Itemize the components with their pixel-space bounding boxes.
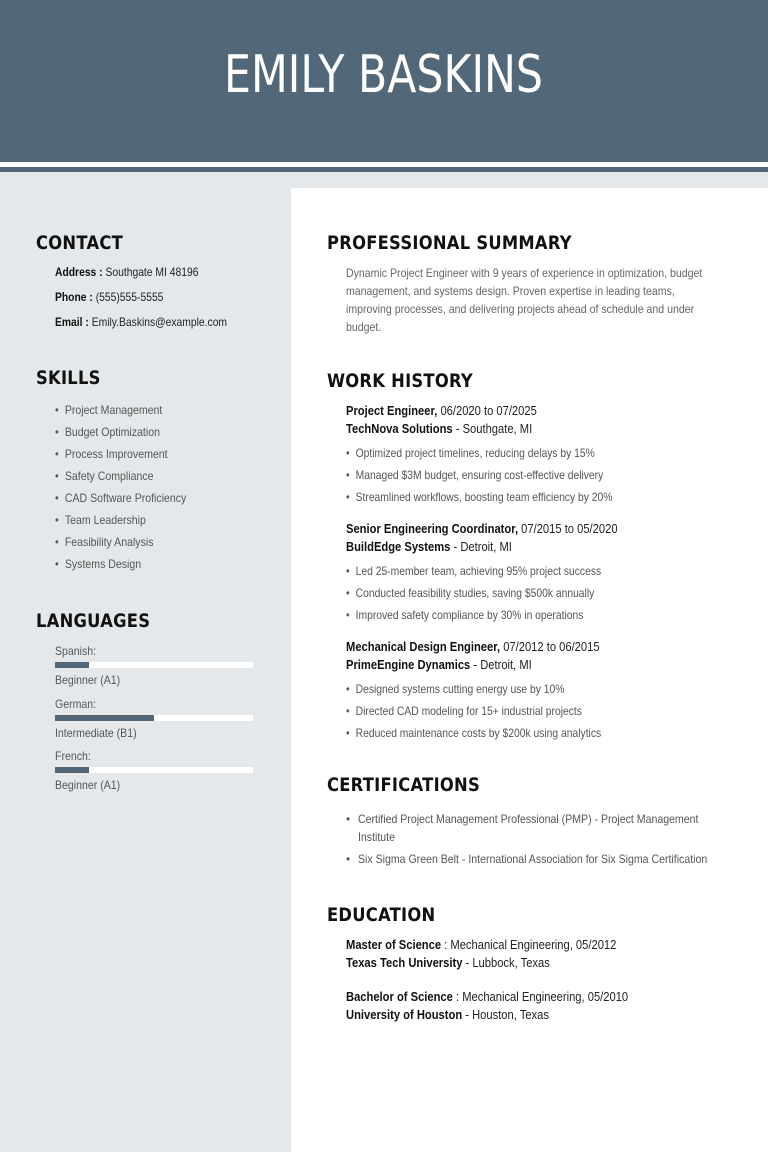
job-title: Senior Engineering Coordinator,: [346, 521, 519, 536]
job-dates: 07/2012 to 06/2015: [500, 639, 600, 654]
school: Texas Tech University: [346, 955, 463, 970]
degree-field: : Mechanical Engineering, 05/2010: [452, 989, 629, 1004]
language-spanish: [55, 644, 253, 687]
job-location: - Detroit, MI: [450, 539, 512, 554]
email-value: Emily.Baskins@example.com: [91, 315, 228, 329]
language-level: Intermediate (B1): [55, 726, 137, 740]
job-title-line: [346, 638, 690, 656]
phone-value: (555)555-5555: [95, 290, 164, 304]
list-item: • Team Leadership: [55, 513, 186, 535]
job-company: BuildEdge Systems: [346, 539, 451, 554]
school-location: - Houston, Texas: [462, 1007, 549, 1022]
proficiency-bar: [55, 767, 253, 773]
list-item: [346, 850, 746, 868]
degree: Bachelor of Science: [346, 989, 453, 1004]
certifications-list: [346, 810, 746, 872]
contact-phone: [55, 290, 163, 304]
list-item: • Optimized project timelines, reducing delays by 15%: [346, 442, 690, 464]
list-item: • Improved safety compliance by 30% in operations: [346, 604, 690, 626]
list-item: • Project Management: [55, 403, 186, 425]
cert-line: • Certified Project Management Professional (PMP) - Project Management: [358, 812, 699, 826]
list-item: • Budget Optimization: [55, 425, 186, 447]
degree: Master of Science: [346, 937, 442, 952]
proficiency-fill: [55, 715, 154, 721]
education-heading: EDUCATION: [327, 904, 436, 926]
job-title: Mechanical Design Engineer,: [346, 639, 501, 654]
job-title-line: [346, 402, 690, 420]
summary-line: Dynamic Project Engineer with 9 years of experience in optimization, budget: [346, 266, 703, 280]
job-bullets: [346, 678, 746, 744]
address-label: Address :: [55, 265, 103, 279]
list-item: • Managed $3M budget, ensuring cost-effective delivery: [346, 464, 690, 486]
header-band: [0, 172, 768, 188]
school-line: [346, 1006, 690, 1024]
job-entry: [346, 638, 746, 744]
education-entry: [346, 936, 746, 972]
job-title: Project Engineer,: [346, 403, 438, 418]
summary-heading: PROFESSIONAL SUMMARY: [327, 232, 572, 254]
skills-heading: SKILLS: [36, 367, 101, 389]
language-name: French:: [55, 749, 91, 763]
contact-email: [55, 315, 227, 329]
proficiency-bar: [55, 662, 253, 668]
job-location: - Southgate, MI: [452, 421, 533, 436]
degree-line: [346, 936, 690, 954]
skills-list: [55, 403, 204, 579]
summary-line: budget.: [346, 320, 382, 334]
language-french: [55, 749, 253, 792]
cert-line: • Six Sigma Green Belt - International Association for Six Sigma Certification: [358, 852, 708, 866]
address-value: Southgate MI 48196: [105, 265, 199, 279]
list-item: • CAD Software Proficiency: [55, 491, 186, 513]
job-bullets: [346, 442, 746, 508]
job-company: PrimeEngine Dynamics: [346, 657, 471, 672]
school-line: [346, 954, 690, 972]
list-item: • Streamlined workflows, boosting team efficiency by 20%: [346, 486, 690, 508]
job-location: - Detroit, MI: [470, 657, 532, 672]
job-company: TechNova Solutions: [346, 421, 453, 436]
proficiency-fill: [55, 767, 89, 773]
job-bullets: [346, 560, 746, 626]
email-label: Email :: [55, 315, 89, 329]
education-entry: [346, 988, 746, 1024]
work-history-heading: WORK HISTORY: [327, 370, 474, 392]
list-item: • Reduced maintenance costs by $200k using analytics: [346, 722, 690, 744]
job-dates: 06/2020 to 07/2025: [437, 403, 537, 418]
summary-line: management, and systems design. Proven expertise in leading teams,: [346, 284, 675, 298]
job-entry: [346, 520, 746, 626]
candidate-name: EMILY BASKINS: [224, 45, 544, 105]
certifications-heading: CERTIFICATIONS: [327, 774, 481, 796]
summary-text: [346, 264, 746, 336]
language-name: German:: [55, 697, 97, 711]
language-name: Spanish:: [55, 644, 97, 658]
list-item: • Process Improvement: [55, 447, 186, 469]
job-dates: 07/2015 to 05/2020: [518, 521, 618, 536]
language-german: [55, 697, 253, 740]
proficiency-bar: [55, 715, 253, 721]
job-company-line: [346, 656, 690, 674]
list-item: • Safety Compliance: [55, 469, 186, 491]
cert-line: Institute: [358, 830, 395, 844]
job-company-line: [346, 538, 690, 556]
summary-line: improving processes, and delivering projects ahead of schedule and under: [346, 302, 695, 316]
contact-address: [55, 265, 198, 279]
languages-heading: LANGUAGES: [36, 610, 151, 632]
language-level: Beginner (A1): [55, 778, 121, 792]
degree-line: [346, 988, 690, 1006]
job-title-line: [346, 520, 690, 538]
list-item: • Conducted feasibility studies, saving $500k annually: [346, 582, 690, 604]
degree-field: : Mechanical Engineering, 05/2012: [441, 937, 617, 952]
school-location: - Lubbock, Texas: [462, 955, 550, 970]
list-item: • Designed systems cutting energy use by 10%: [346, 678, 690, 700]
list-item: • Directed CAD modeling for 15+ industrial projects: [346, 700, 690, 722]
list-item: • Feasibility Analysis: [55, 535, 186, 557]
language-level: Beginner (A1): [55, 673, 121, 687]
phone-label: Phone :: [55, 290, 93, 304]
school: University of Houston: [346, 1007, 463, 1022]
proficiency-fill: [55, 662, 89, 668]
header-banner: [0, 0, 768, 162]
list-item: [346, 810, 746, 846]
contact-heading: CONTACT: [36, 232, 124, 254]
list-item: • Systems Design: [55, 557, 186, 579]
list-item: • Led 25-member team, achieving 95% project success: [346, 560, 690, 582]
job-entry: [346, 402, 746, 508]
job-company-line: [346, 420, 690, 438]
